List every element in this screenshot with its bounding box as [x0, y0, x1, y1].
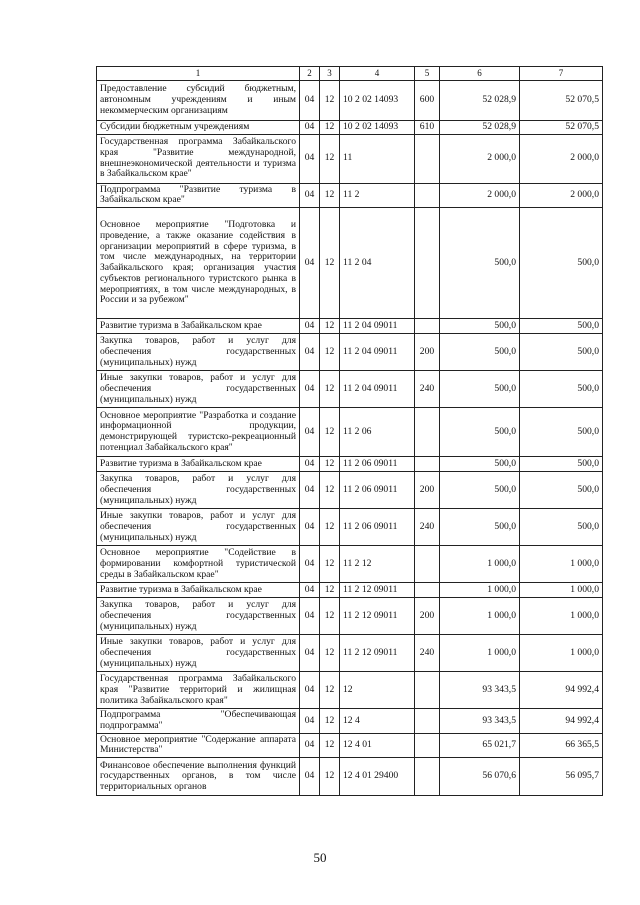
amount-year2-cell: 500,0 [520, 408, 603, 457]
row-name-cell: Основное мероприятие "Разработка и создание информационной продукции, демонстрирующей туристско-рекреационный потенциал Забайкальского края" [97, 408, 300, 457]
amount-year2-cell: 1 000,0 [520, 583, 603, 598]
expense-type-cell [415, 672, 440, 709]
expense-type-cell: 200 [415, 334, 440, 371]
section-cell: 04 [300, 758, 320, 796]
amount-year1-cell: 1 000,0 [440, 598, 520, 635]
header-cell: 7 [520, 67, 603, 81]
header-cell: 2 [300, 67, 320, 81]
amount-year1-cell: 500,0 [440, 457, 520, 472]
section-cell: 04 [300, 472, 320, 509]
expense-type-cell: 600 [415, 81, 440, 121]
target-item-cell: 10 2 02 14093 [340, 81, 415, 121]
table-row [97, 81, 603, 121]
amount-year2-cell: 2 000,0 [520, 183, 603, 207]
amount-year2-cell: 500,0 [520, 457, 603, 472]
row-name-cell: Основное мероприятие "Подготовка и проведение, а также оказание содействия в организации мероприятий в сфере туризма, в том числе международных, на территории Забайкальского края; организация участия субъектов регионального туристского рынка в мероприятиях, в том числе международных, в России и за рубежом" [97, 208, 300, 319]
row-name-cell: Субсидии бюджетным учреждениям [97, 121, 300, 135]
subsection-cell: 12 [320, 319, 340, 334]
section-cell: 04 [300, 371, 320, 408]
amount-year1-cell: 1 000,0 [440, 546, 520, 583]
subsection-cell: 12 [320, 758, 340, 796]
row-name-cell: Развитие туризма в Забайкальском крае [97, 319, 300, 334]
subsection-cell: 12 [320, 371, 340, 408]
amount-year2-cell: 52 070,5 [520, 121, 603, 135]
target-item-cell: 11 [340, 134, 415, 183]
expense-type-cell: 240 [415, 509, 440, 546]
target-item-cell: 11 2 04 09011 [340, 334, 415, 371]
row-name-cell: Подпрограмма "Развитие туризма в Забайкальском крае" [97, 183, 300, 207]
target-item-cell: 11 2 06 09011 [340, 509, 415, 546]
table-row [97, 733, 603, 757]
row-name-cell: Финансовое обеспечение выполнения функций государственных органов, в том числе территориальных органов [97, 758, 300, 796]
section-cell: 04 [300, 121, 320, 135]
expense-type-cell [415, 733, 440, 757]
target-item-cell: 11 2 04 09011 [340, 319, 415, 334]
table-row [97, 457, 603, 472]
amount-year1-cell: 2 000,0 [440, 183, 520, 207]
subsection-cell: 12 [320, 183, 340, 207]
expense-type-cell: 240 [415, 371, 440, 408]
subsection-cell: 12 [320, 472, 340, 509]
expense-type-cell [415, 546, 440, 583]
header-row [97, 67, 603, 81]
subsection-cell: 12 [320, 134, 340, 183]
expense-type-cell [415, 758, 440, 796]
amount-year1-cell: 500,0 [440, 408, 520, 457]
subsection-cell: 12 [320, 598, 340, 635]
table-row [97, 121, 603, 135]
amount-year1-cell: 2 000,0 [440, 134, 520, 183]
section-cell: 04 [300, 635, 320, 672]
target-item-cell: 11 2 06 09011 [340, 457, 415, 472]
table-row [97, 672, 603, 709]
subsection-cell: 12 [320, 81, 340, 121]
amount-year2-cell: 500,0 [520, 371, 603, 408]
target-item-cell: 11 2 [340, 183, 415, 207]
amount-year1-cell: 52 028,9 [440, 121, 520, 135]
expense-type-cell [415, 208, 440, 319]
expense-type-cell [415, 583, 440, 598]
expense-type-cell: 200 [415, 472, 440, 509]
section-cell: 04 [300, 672, 320, 709]
table-row [97, 758, 603, 796]
amount-year1-cell: 93 343,5 [440, 672, 520, 709]
target-item-cell: 11 2 12 09011 [340, 583, 415, 598]
table-body [97, 67, 603, 796]
table-row [97, 598, 603, 635]
header-cell: 6 [440, 67, 520, 81]
amount-year2-cell: 500,0 [520, 472, 603, 509]
section-cell: 04 [300, 81, 320, 121]
header-cell: 3 [320, 67, 340, 81]
section-cell: 04 [300, 509, 320, 546]
target-item-cell: 11 2 12 [340, 546, 415, 583]
row-name-cell: Иные закупки товаров, работ и услуг для обеспечения государственных (муниципальных) нужд [97, 371, 300, 408]
target-item-cell: 12 4 [340, 709, 415, 733]
amount-year2-cell: 2 000,0 [520, 134, 603, 183]
target-item-cell: 12 4 01 [340, 733, 415, 757]
row-name-cell: Закупка товаров, работ и услуг для обеспечения государственных (муниципальных) нужд [97, 598, 300, 635]
header-cell: 5 [415, 67, 440, 81]
table-row [97, 319, 603, 334]
amount-year2-cell: 1 000,0 [520, 635, 603, 672]
target-item-cell: 10 2 02 14093 [340, 121, 415, 135]
row-name-cell: Предоставление субсидий бюджетным, автономным учреждениям и иным некоммерческим организациям [97, 81, 300, 121]
section-cell: 04 [300, 334, 320, 371]
header-cell: 1 [97, 67, 300, 81]
row-name-cell: Подпрограмма "Обеспечивающая подпрограмма" [97, 709, 300, 733]
expense-type-cell [415, 408, 440, 457]
subsection-cell: 12 [320, 733, 340, 757]
target-item-cell: 11 2 12 09011 [340, 635, 415, 672]
row-name-cell: Иные закупки товаров, работ и услуг для обеспечения государственных (муниципальных) нужд [97, 509, 300, 546]
row-name-cell: Государственная программа Забайкальского края "Развитие территорий и жилищная политика Забайкальского края" [97, 672, 300, 709]
subsection-cell: 12 [320, 635, 340, 672]
amount-year2-cell: 94 992,4 [520, 672, 603, 709]
target-item-cell: 11 2 12 09011 [340, 598, 415, 635]
amount-year1-cell: 500,0 [440, 319, 520, 334]
amount-year2-cell: 1 000,0 [520, 546, 603, 583]
section-cell: 04 [300, 583, 320, 598]
table-row [97, 208, 603, 319]
target-item-cell: 11 2 04 [340, 208, 415, 319]
table-row [97, 371, 603, 408]
target-item-cell: 11 2 06 09011 [340, 472, 415, 509]
section-cell: 04 [300, 709, 320, 733]
amount-year1-cell: 500,0 [440, 371, 520, 408]
amount-year2-cell: 56 095,7 [520, 758, 603, 796]
table-row [97, 635, 603, 672]
amount-year1-cell: 1 000,0 [440, 583, 520, 598]
amount-year2-cell: 500,0 [520, 319, 603, 334]
row-name-cell: Иные закупки товаров, работ и услуг для обеспечения государственных (муниципальных) нужд [97, 635, 300, 672]
subsection-cell: 12 [320, 583, 340, 598]
expense-type-cell [415, 319, 440, 334]
row-name-cell: Закупка товаров, работ и услуг для обеспечения государственных (муниципальных) нужд [97, 334, 300, 371]
expense-type-cell: 200 [415, 598, 440, 635]
subsection-cell: 12 [320, 546, 340, 583]
amount-year1-cell: 500,0 [440, 208, 520, 319]
expense-type-cell: 610 [415, 121, 440, 135]
subsection-cell: 12 [320, 672, 340, 709]
row-name-cell: Основное мероприятие "Содействие в формировании комфортной туристической среды в Забайкальском крае" [97, 546, 300, 583]
table-row [97, 546, 603, 583]
table-row [97, 472, 603, 509]
table-row [97, 334, 603, 371]
row-name-cell: Основное мероприятие "Содержание аппарата Министерства" [97, 733, 300, 757]
section-cell: 04 [300, 408, 320, 457]
table-row [97, 134, 603, 183]
section-cell: 04 [300, 319, 320, 334]
table-row [97, 408, 603, 457]
subsection-cell: 12 [320, 121, 340, 135]
amount-year2-cell: 94 992,4 [520, 709, 603, 733]
table-row [97, 709, 603, 733]
section-cell: 04 [300, 457, 320, 472]
amount-year2-cell: 52 070,5 [520, 81, 603, 121]
subsection-cell: 12 [320, 208, 340, 319]
row-name-cell: Закупка товаров, работ и услуг для обеспечения государственных (муниципальных) нужд [97, 472, 300, 509]
expense-type-cell: 240 [415, 635, 440, 672]
section-cell: 04 [300, 183, 320, 207]
row-name-cell: Развитие туризма в Забайкальском крае [97, 457, 300, 472]
budget-table [96, 66, 603, 796]
row-name-cell: Государственная программа Забайкальского края "Развитие международной, внешнеэкономической деятельности и туризма в Забайкальском крае" [97, 134, 300, 183]
amount-year1-cell: 52 028,9 [440, 81, 520, 121]
section-cell: 04 [300, 208, 320, 319]
subsection-cell: 12 [320, 457, 340, 472]
expense-type-cell [415, 457, 440, 472]
table-row [97, 183, 603, 207]
table-row [97, 509, 603, 546]
header-cell: 4 [340, 67, 415, 81]
row-name-cell: Развитие туризма в Забайкальском крае [97, 583, 300, 598]
amount-year1-cell: 500,0 [440, 472, 520, 509]
section-cell: 04 [300, 134, 320, 183]
table-row [97, 583, 603, 598]
amount-year1-cell: 93 343,5 [440, 709, 520, 733]
amount-year2-cell: 500,0 [520, 208, 603, 319]
target-item-cell: 11 2 06 [340, 408, 415, 457]
section-cell: 04 [300, 598, 320, 635]
subsection-cell: 12 [320, 408, 340, 457]
amount-year1-cell: 1 000,0 [440, 635, 520, 672]
expense-type-cell [415, 709, 440, 733]
subsection-cell: 12 [320, 509, 340, 546]
expense-type-cell [415, 134, 440, 183]
amount-year2-cell: 500,0 [520, 509, 603, 546]
subsection-cell: 12 [320, 709, 340, 733]
amount-year1-cell: 500,0 [440, 509, 520, 546]
amount-year1-cell: 56 070,6 [440, 758, 520, 796]
subsection-cell: 12 [320, 334, 340, 371]
amount-year1-cell: 65 021,7 [440, 733, 520, 757]
expense-type-cell [415, 183, 440, 207]
amount-year1-cell: 500,0 [440, 334, 520, 371]
amount-year2-cell: 1 000,0 [520, 598, 603, 635]
amount-year2-cell: 66 365,5 [520, 733, 603, 757]
target-item-cell: 12 4 01 29400 [340, 758, 415, 796]
section-cell: 04 [300, 733, 320, 757]
amount-year2-cell: 500,0 [520, 334, 603, 371]
section-cell: 04 [300, 546, 320, 583]
target-item-cell: 12 [340, 672, 415, 709]
target-item-cell: 11 2 04 09011 [340, 371, 415, 408]
page-number: 50 [313, 850, 327, 865]
